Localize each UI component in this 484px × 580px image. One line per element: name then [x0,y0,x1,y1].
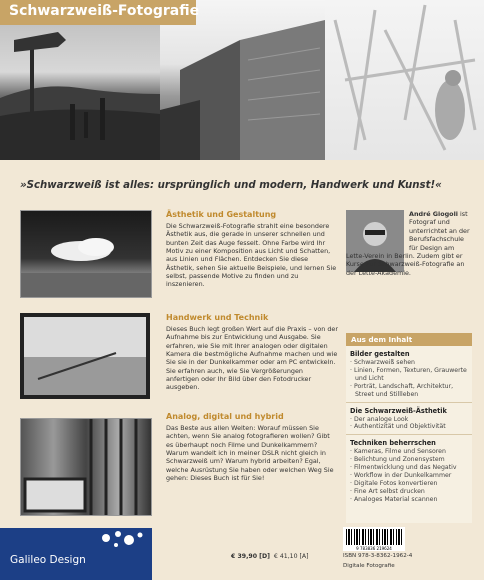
book-title: Schwarzweiß-Fotografie [9,3,200,19]
coast-pier-photo [20,313,150,399]
author-bio-rest: Lette-Verein in Berlin. Zudem gibt er Kurse zur Schwarzweiß-Fotografie an der Lette-Akademie. [346,252,465,277]
contents-list [346,448,472,506]
contents-item: · Belichtung und Zonensystem [350,456,468,464]
price-austria: € 41,10 [A] [273,553,309,560]
contents-item: · Filmentwicklung und das Negativ [350,464,468,472]
author-bio [346,210,472,277]
isbn: ISBN 978-3-8362-1962-4 [343,553,413,559]
contents-item: · Linien, Formen, Texturen, Grauwerte und Licht [350,367,468,383]
contents-list [346,416,472,436]
section-text: Das Beste aus allen Welten: Worauf müssen Sie achten, wenn Sie analog fotografieren wollen? Gibt es überhaupt noch Filme und Dunkelkammern? Warum wandelt ich in meiner DSLR nicht gleich in Schwarzweiß um? Warum hybrid arbeiten? Egal, welche Ausrüstung Sie haben oder welchen Weg Sie gehen: Dieses Buch ist für Sie! [166,424,334,483]
contents-item: · Authentizität und Objektivität [350,423,468,431]
price-germany: € 39,90 [D] [231,553,270,560]
contents-item: · Kameras, Filme und Sensoren [350,448,468,456]
contents-item: · Digitale Fotos konvertieren [350,480,468,488]
publisher-logo [0,528,152,580]
isbn-barcode-number: 9 783836 219624 [356,546,392,551]
tagline-quote: »Schwarzweiß ist alles: ursprünglich und modern, Handwerk und Kunst!« [20,180,442,191]
contents-item: · Schwarzweiß sehen [350,359,468,367]
section-heading: Handwerk und Technik [166,313,269,322]
section-analog-digital [166,412,338,482]
contents-heading: Aus dem Inhalt [346,333,472,346]
section-text: Die Schwarzweiß-Fotografie strahlt eine besondere Ästhetik aus, die gerade in unserer schnellen und bunten Zeit das Auge fesselt. Ohne Farbe wird Ihr Motiv zu einer Komposition aus Licht und Schatten, aus Linien und Flächen. Entdecken Sie diese Ästhetik, sehen Sie aktuelle Beispiele, und lernen Sie selbst, passende Motive zu finden und zu inszenieren. [166,222,337,289]
contents-list [346,359,472,403]
section-craft [166,313,338,392]
contents-item: · Der analoge Look [350,416,468,424]
contents-box [346,333,472,523]
contents-item: · Workflow in der Dunkelkammer [350,472,468,480]
cloud-landscape-photo [20,210,152,298]
contents-group-title: Techniken beherrschen [350,439,436,448]
price [231,553,309,560]
figure-with-sticks-photo [325,0,484,160]
forest-film-strip-photo [20,418,152,516]
contents-item: · Analoges Material scannen [350,496,468,504]
publisher-name: Galileo Design [10,554,86,566]
section-heading: Analog, digital und hybrid [166,412,284,421]
contents-group-title: Die Schwarzweiß-Ästhetik [350,406,447,415]
author-bio-intro: ist Fotograf und unterrichtet an der Berufsfachschule für Design am [409,210,470,252]
contents-group-title: Bilder gestalten [350,350,410,358]
contents-item: · Fine Art selbst drucken [350,488,468,496]
section-heading: Ästhetik und Gestaltung [166,210,277,219]
book-title-tab [0,0,200,25]
category: Digitale Fotografie [343,563,395,569]
section-aesthetics [166,210,338,289]
isbn-barcode [343,527,405,551]
cover-photo-strip [0,0,484,160]
section-text: Dieses Buch legt großen Wert auf die Praxis – von der Aufnahme bis zur Entwicklung und Ausgabe. Sie erfahren, wie Sie mit Ihrer analogen oder digitalen Kamera die bestmögliche Aufnahme machen und wie Sie sie in der Dunkelkammer oder am PC entwickeln. Sie erfahren auch, wie Sie Vergrößerungen anfertigen oder Ihr Bild über den Fotodrucker ausgeben. [166,325,338,392]
author-name: André Giogoli [409,210,458,218]
contents-item: · Porträt, Landschaft, Architektur, Street und Stillleben [350,383,468,399]
